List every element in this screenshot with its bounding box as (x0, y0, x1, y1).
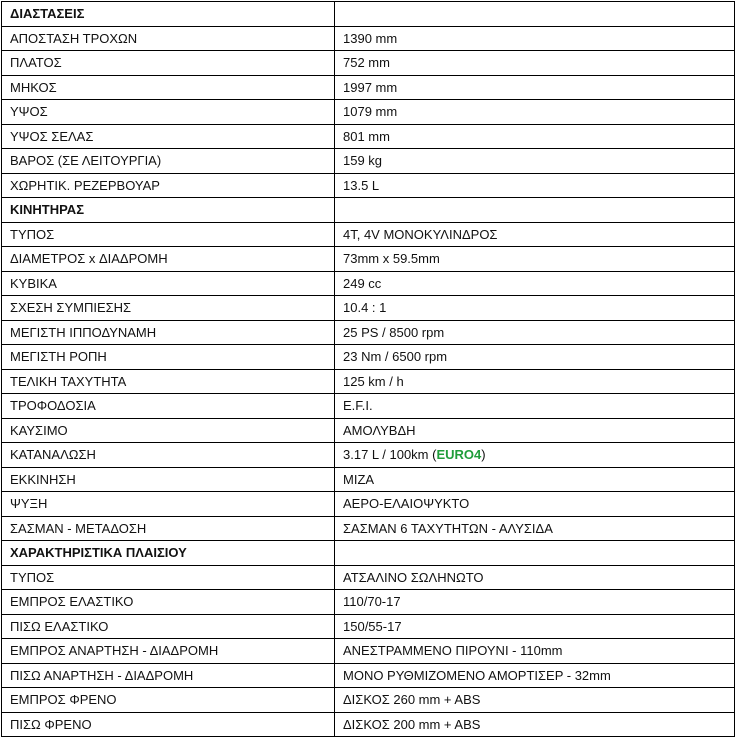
spec-value: ΑΝΕΣΤΡΑΜΜΕΝΟ ΠΙΡΟΥΝΙ - 110mm (335, 639, 735, 664)
spec-label: ΥΨΟΣ (2, 100, 335, 125)
spec-value: ΜΟΝΟ ΡΥΘΜΙΖΟΜΕΝΟ ΑΜΟΡΤΙΣΕΡ - 32mm (335, 663, 735, 688)
spec-row (2, 51, 735, 76)
section-title-blank (335, 541, 735, 566)
spec-value: 249 cc (335, 271, 735, 296)
spec-label: ΤΕΛΙΚΗ ΤΑΧΥΤΗΤΑ (2, 369, 335, 394)
spec-label: ΤΥΠΟΣ (2, 565, 335, 590)
spec-label: ΠΙΣΩ ΕΛΑΣΤΙΚΟ (2, 614, 335, 639)
spec-row (2, 124, 735, 149)
section-header-dimensions (2, 2, 735, 27)
spec-value: 23 Nm / 6500 rpm (335, 345, 735, 370)
spec-label: ΥΨΟΣ ΣΕΛΑΣ (2, 124, 335, 149)
spec-value: ΑΤΣΑΛΙΝΟ ΣΩΛΗΝΩΤΟ (335, 565, 735, 590)
spec-value: E.F.I. (335, 394, 735, 419)
spec-row (2, 443, 735, 468)
spec-row (2, 394, 735, 419)
spec-label: ΣΑΣΜΑΝ - ΜΕΤΑΔΟΣΗ (2, 516, 335, 541)
spec-label: ΨΥΞΗ (2, 492, 335, 517)
spec-row (2, 26, 735, 51)
spec-value: 159 kg (335, 149, 735, 174)
spec-label: ΜΕΓΙΣΤΗ ΡΟΠΗ (2, 345, 335, 370)
spec-row (2, 614, 735, 639)
spec-row (2, 688, 735, 713)
spec-label: ΤΡΟΦΟΔΟΣΙΑ (2, 394, 335, 419)
spec-label: ΠΛΑΤΟΣ (2, 51, 335, 76)
spec-value: 752 mm (335, 51, 735, 76)
spec-value: ΑΜΟΛΥΒΔΗ (335, 418, 735, 443)
spec-value-consumption (335, 443, 735, 468)
spec-value: 73mm x 59.5mm (335, 247, 735, 272)
spec-value: ΜΙΖΑ (335, 467, 735, 492)
spec-label: ΕΚΚΙΝΗΣΗ (2, 467, 335, 492)
spec-row (2, 492, 735, 517)
spec-label: ΕΜΠΡΟΣ ΑΝΑΡΤΗΣΗ - ΔΙΑΔΡΟΜΗ (2, 639, 335, 664)
section-title: ΔΙΑΣΤΑΣΕΙΣ (2, 2, 335, 27)
spec-value: 110/70-17 (335, 590, 735, 615)
spec-label: ΚΑΤΑΝΑΛΩΣΗ (2, 443, 335, 468)
spec-row (2, 712, 735, 737)
spec-value: 25 PS / 8500 rpm (335, 320, 735, 345)
spec-value: 1997 mm (335, 75, 735, 100)
spec-value: 1390 mm (335, 26, 735, 51)
spec-value: 125 km / h (335, 369, 735, 394)
spec-row (2, 345, 735, 370)
spec-row (2, 247, 735, 272)
spec-row (2, 100, 735, 125)
spec-row (2, 467, 735, 492)
spec-label: ΚΑΥΣΙΜΟ (2, 418, 335, 443)
section-title-blank (335, 198, 735, 223)
spec-value: 10.4 : 1 (335, 296, 735, 321)
spec-label: ΠΙΣΩ ΦΡΕΝΟ (2, 712, 335, 737)
section-title: ΚΙΝΗΤΗΡΑΣ (2, 198, 335, 223)
spec-value: 801 mm (335, 124, 735, 149)
euro-standard-badge: EURO4 (436, 447, 482, 463)
section-title: ΧΑΡΑΚΤΗΡΙΣΤΙΚΑ ΠΛΑΙΣΙΟΥ (2, 541, 335, 566)
spec-row (2, 296, 735, 321)
spec-label: ΑΠΟΣΤΑΣΗ ΤΡΟΧΩΝ (2, 26, 335, 51)
spec-value: ΔΙΣΚΟΣ 200 mm + ABS (335, 712, 735, 737)
spec-row (2, 418, 735, 443)
consumption-suffix: ) (481, 447, 486, 463)
spec-label: ΠΙΣΩ ΑΝΑΡΤΗΣΗ - ΔΙΑΔΡΟΜΗ (2, 663, 335, 688)
spec-row (2, 173, 735, 198)
spec-row (2, 590, 735, 615)
spec-row (2, 75, 735, 100)
spec-row (2, 271, 735, 296)
spec-label: ΔΙΑΜΕΤΡΟΣ x ΔΙΑΔΡΟΜΗ (2, 247, 335, 272)
section-header-chassis (2, 541, 735, 566)
spec-label: ΕΜΠΡΟΣ ΦΡΕΝΟ (2, 688, 335, 713)
spec-value: ΑΕΡΟ-ΕΛΑΙΟΨΥΚΤΟ (335, 492, 735, 517)
spec-row (2, 149, 735, 174)
spec-row (2, 369, 735, 394)
spec-value: ΣΑΣΜΑΝ 6 ΤΑΧΥΤΗΤΩΝ - ΑΛΥΣΙΔΑ (335, 516, 735, 541)
spec-row (2, 320, 735, 345)
spec-label: ΧΩΡΗΤΙΚ. ΡΕΖΕΡΒΟΥΑΡ (2, 173, 335, 198)
spec-row (2, 516, 735, 541)
section-header-engine (2, 198, 735, 223)
spec-row (2, 663, 735, 688)
spec-value: ΔΙΣΚΟΣ 260 mm + ABS (335, 688, 735, 713)
spec-table (1, 1, 735, 737)
spec-label: ΚΥΒΙΚΑ (2, 271, 335, 296)
spec-row (2, 222, 735, 247)
spec-value: 150/55-17 (335, 614, 735, 639)
spec-row (2, 565, 735, 590)
spec-label: ΜΗΚΟΣ (2, 75, 335, 100)
spec-label: ΤΥΠΟΣ (2, 222, 335, 247)
spec-label: ΜΕΓΙΣΤΗ ΙΠΠΟΔΥΝΑΜΗ (2, 320, 335, 345)
spec-label: ΕΜΠΡΟΣ ΕΛΑΣΤΙΚΟ (2, 590, 335, 615)
consumption-value: 3.17 L / 100km ( (343, 447, 437, 463)
section-title-blank (335, 2, 735, 27)
spec-value: 4T, 4V ΜΟΝΟΚΥΛΙΝΔΡΟΣ (335, 222, 735, 247)
spec-row (2, 639, 735, 664)
spec-value: 13.5 L (335, 173, 735, 198)
spec-label: ΣΧΕΣΗ ΣΥΜΠΙΕΣΗΣ (2, 296, 335, 321)
spec-label: ΒΑΡΟΣ (ΣΕ ΛΕΙΤΟΥΡΓΙΑ) (2, 149, 335, 174)
spec-value: 1079 mm (335, 100, 735, 125)
